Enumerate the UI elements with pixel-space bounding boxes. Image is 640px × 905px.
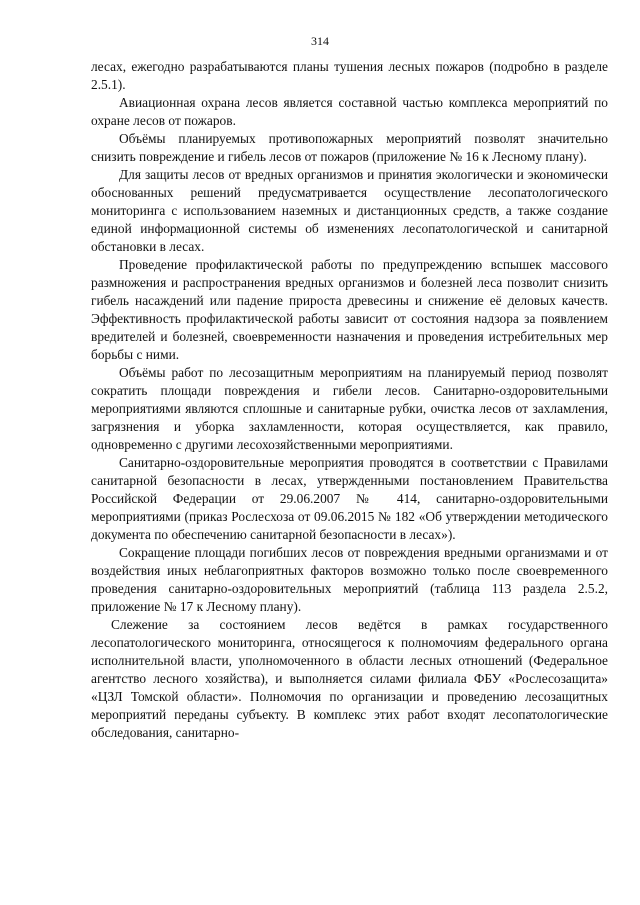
paragraph-4: Для защиты лесов от вредных организмов и принятия экологически и экономически обоснованных решений предусматривается осуществление лесопатологического мониторинга с использованием наземных и дистанционных средств, а также создание единой информационной системы об изменениях лесопатологической и санитарной обстановки в лесах. — [91, 167, 608, 254]
body-text — [91, 58, 608, 742]
paragraph-7: Санитарно-оздоровительные мероприятия проводятся в соответствии с Правилами санитарной безопасности в лесах, утвержденными постановлением Правительства Российской Федерации от 29.06.2007 № 414, санитарно-оздоровительными мероприятиями (приказ Рослесхоза от 09.06.2015 № 182 «Об утверждении методического документа по обеспечению санитарной безопасности в лесах»). — [91, 455, 608, 542]
paragraph-1: лесах, ежегодно разрабатываются планы тушения лесных пожаров (подробно в разделе 2.5.1). — [91, 59, 608, 92]
paragraph-6: Объёмы работ по лесозащитным мероприятиям на планируемый период позволят сократить площади повреждения и гибели лесов. Санитарно-оздоровительными мероприятиями являются сплошные и санитарные рубки, очистка лесов от захламления, загрязнения и уборка захламленности, которая осуществляется, как правило, одновременно с другими лесохозяйственными мероприятиями. — [91, 365, 608, 452]
page-number: 314 — [311, 34, 329, 48]
paragraph-3: Объёмы планируемых противопожарных мероприятий позволят значительно снизить повреждение и гибель лесов от пожаров (приложение № 16 к Лесному плану). — [91, 131, 608, 164]
paragraph-2: Авиационная охрана лесов является составной частью комплекса мероприятий по охране лесов от пожаров. — [91, 95, 608, 128]
paragraph-5: Проведение профилактической работы по предупреждению вспышек массового размножения и распространения вредных организмов и болезней леса позволит снизить гибель насаждений или падение прироста древесины и снижение её деловых качеств. Эффективность профилактической работы зависит от состояния надзора за появлением вредителей и болезней, своевременности назначения и проведения истребительных мер борьбы с ними. — [91, 257, 608, 362]
paragraph-9: Слежение за состоянием лесов ведётся в рамках государственного лесопатологического мониторинга, относящегося к полномочиям федерального органа исполнительной власти, уполномоченного в области лесных отношений (Федеральное агентство лесного хозяйства), и выполняется силами филиала ФБУ «Рослесозащита» «ЦЗЛ Томской области». Полномочия по организации и проведению лесозащитных мероприятий переданы субъекту. В комплекс этих работ входят лесопатологические обследования, санитарно- — [91, 617, 608, 740]
paragraph-8: Сокращение площади погибших лесов от повреждения вредными организмами и от воздействия иных неблагоприятных факторов возможно только после своевременного проведения санитарно-оздоровительных мероприятий (таблица 113 раздела 2.5.2, приложение № 17 к Лесному плану). — [91, 545, 608, 614]
